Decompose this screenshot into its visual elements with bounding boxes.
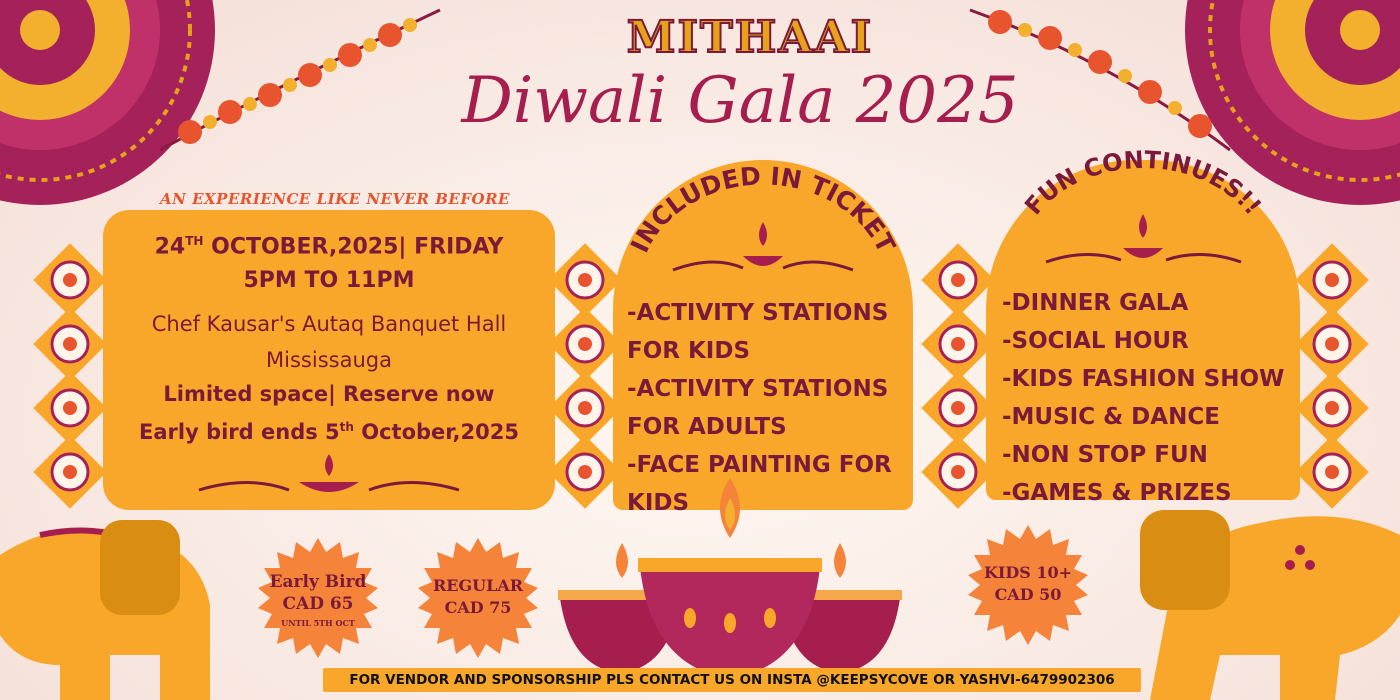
elephant-icon <box>0 515 230 700</box>
arch-heading <box>986 145 1300 280</box>
badge-price: CAD 65 <box>282 594 354 614</box>
list-item: -MUSIC & DANCE <box>1002 404 1220 430</box>
brand-name: MITHAAI <box>626 12 874 63</box>
svg-text:FUN CONTINUES!!: FUN CONTINUES!! <box>1019 145 1267 221</box>
flower-tile-icon <box>40 250 100 510</box>
list-item: -NON STOP FUN <box>1002 442 1208 468</box>
list-item: -KIDS FASHION SHOW <box>1002 366 1285 392</box>
event-date: 24TH OCTOBER,2025| FRIDAY <box>154 234 504 260</box>
price-badge-regular <box>418 538 538 658</box>
arch-heading <box>613 160 913 290</box>
diya-icon <box>189 450 469 506</box>
badge-note: UNTIL 5TH OCT <box>281 618 355 628</box>
event-city: Mississauga <box>266 348 392 372</box>
list-item: -ACTIVITY STATIONS <box>627 300 889 326</box>
event-time: 5PM TO 11PM <box>243 268 415 293</box>
contact-banner: FOR VENDOR AND SPONSORSHIP PLS CONTACT US ON INSTA @KEEPSYCOVE OR YASHVI-6479902306 <box>323 668 1141 692</box>
list-item: FOR ADULTS <box>627 414 787 440</box>
flower-tile-icon <box>1302 250 1362 510</box>
early-bird-deadline: Early bird ends 5th October,2025 <box>139 420 519 444</box>
list-item: -ACTIVITY STATIONS <box>627 376 889 402</box>
event-notice: Limited space| Reserve now <box>163 382 495 406</box>
price-badge-early-bird <box>258 538 378 658</box>
event-venue: Chef Kausar's Autaq Banquet Hall <box>151 312 507 336</box>
list-item: KIDS <box>627 490 690 516</box>
included-in-ticket-card <box>613 160 913 516</box>
elephant-icon <box>1140 505 1400 700</box>
event-info-card <box>103 210 555 510</box>
badge-price: CAD 75 <box>444 598 512 617</box>
price-badge-kids <box>968 525 1088 645</box>
flower-tile-icon <box>555 250 615 510</box>
page-title: Diwali Gala 2025 <box>461 64 1019 138</box>
diya-icon <box>550 478 910 688</box>
badge-label: Early Bird <box>269 572 367 592</box>
badge-label: REGULAR <box>432 576 524 595</box>
tagline: AN EXPERIENCE LIKE NEVER BEFORE <box>160 190 510 208</box>
fun-list <box>1002 284 1284 512</box>
list-item: -GAMES & PRIZES <box>1002 480 1232 506</box>
list-item: -DINNER GALA <box>1002 290 1189 316</box>
list-item: -SOCIAL HOUR <box>1002 328 1189 354</box>
badge-label: KIDS 10+ <box>983 563 1073 582</box>
badge-price: CAD 50 <box>994 585 1062 604</box>
fun-continues-card <box>986 145 1300 506</box>
list-item: -FACE PAINTING FOR <box>627 452 892 478</box>
svg-text:INCLUDED IN TICKET: INCLUDED IN TICKET <box>624 161 901 258</box>
list-item: FOR KIDS <box>627 338 751 364</box>
flower-tile-icon <box>928 250 988 510</box>
